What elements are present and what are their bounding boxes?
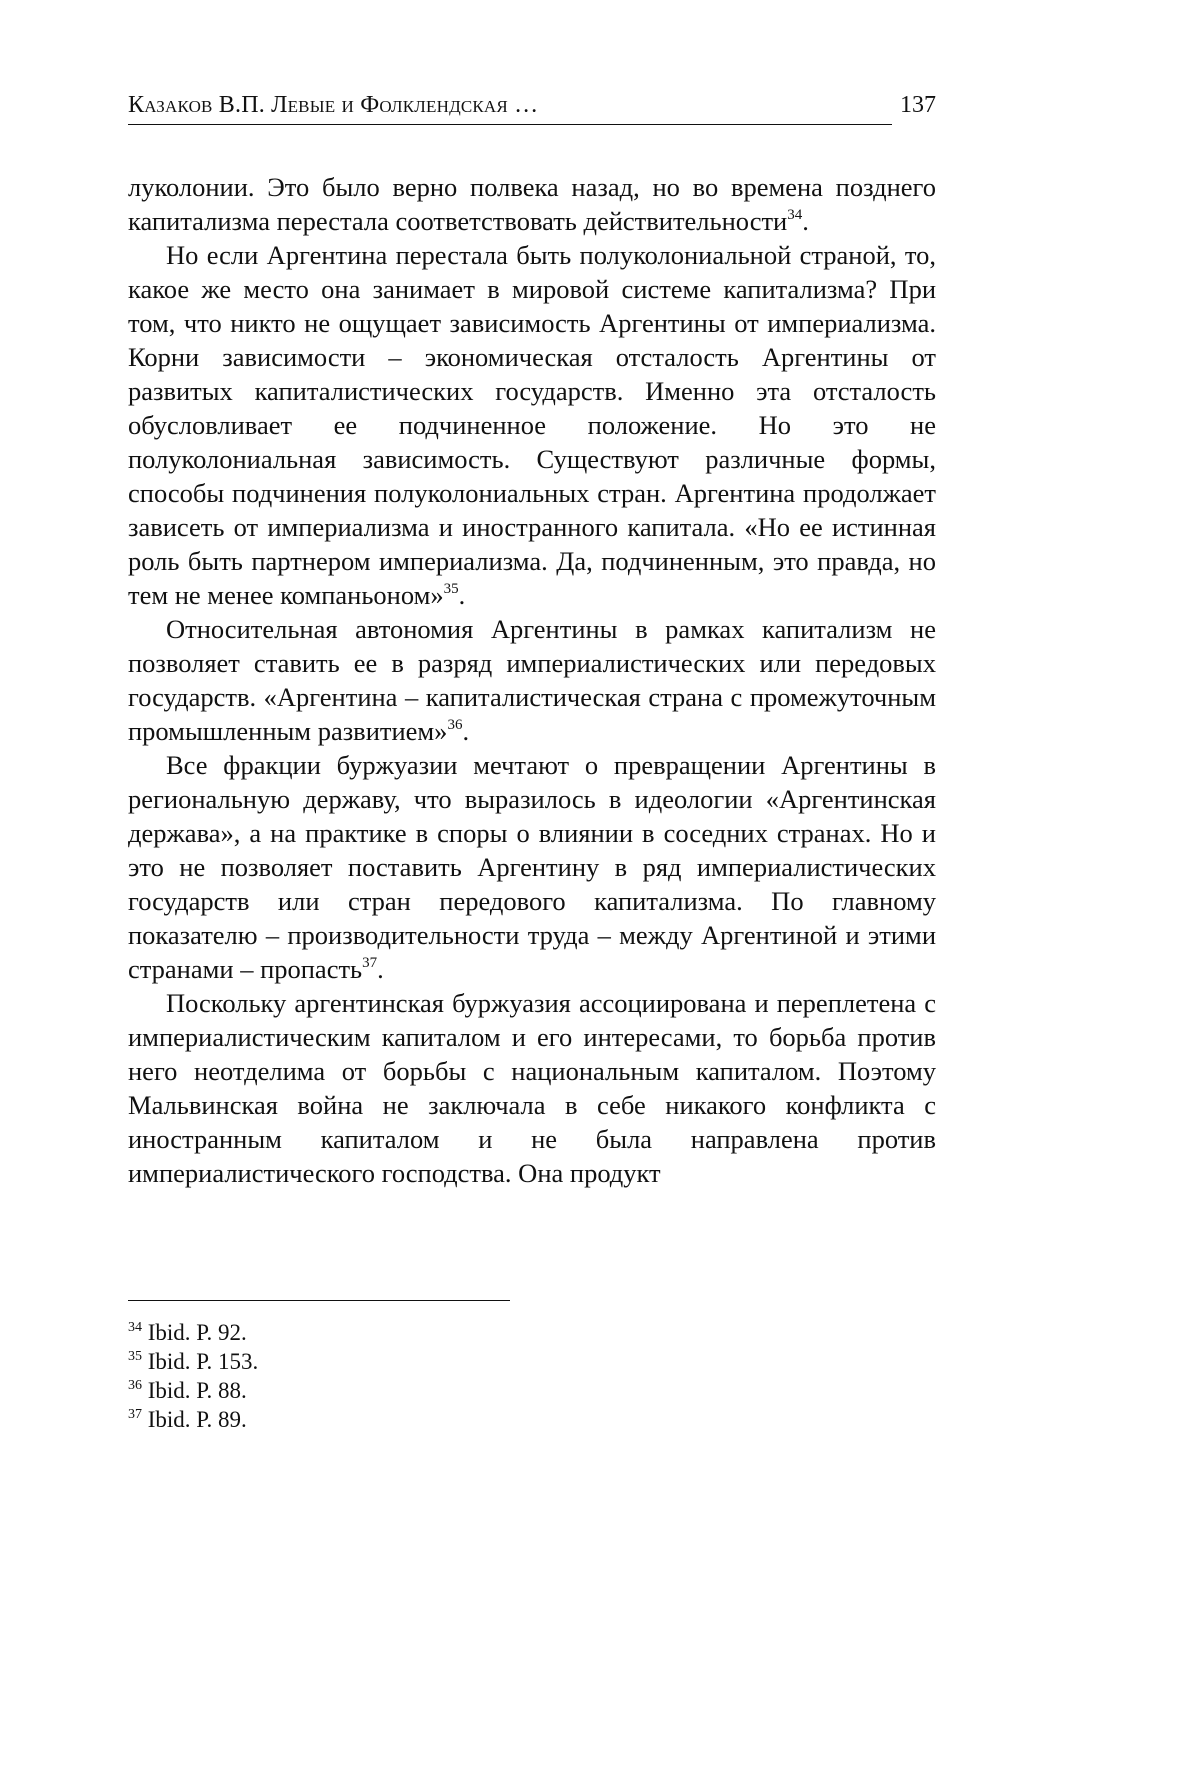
footnote-text: Ibid. P. 92.	[147, 1320, 247, 1345]
main-text	[128, 170, 936, 1190]
paragraph-1-tail: .	[802, 206, 809, 236]
paragraph-5	[128, 986, 936, 1190]
footnote-36	[128, 1376, 936, 1405]
running-header-title: Казаков В.П. Левые и Фолклендская …	[128, 92, 539, 118]
footnote-number: 34	[128, 1320, 142, 1335]
paragraph-3-tail: .	[462, 716, 470, 746]
footnotes	[128, 1318, 936, 1434]
footnote-text: Ibid. P. 89.	[147, 1407, 247, 1432]
paragraph-4	[128, 748, 936, 986]
header-rule	[128, 124, 892, 125]
paragraph-1	[128, 170, 936, 238]
paragraph-1-text: луколонии. Это было верно полвека назад, но во времена позднего капитализма перестала соответствовать действительности	[128, 172, 936, 236]
paragraph-4-text: Все фракции буржуазии мечтают о превращении Аргентины в региональную державу, что выразилось в идеологии «Аргентинская держава», а на практике в споры о влиянии в соседних странах. Но и это не позволяет поставить Аргентину в ряд империалистических государств или стран передового капитализма. По главному показателю – производительности труда – между Аргентиной и этими странами – пропасть	[128, 750, 936, 984]
footnote-number: 37	[128, 1407, 142, 1422]
footnote-separator	[128, 1300, 510, 1301]
footnote-37	[128, 1405, 936, 1434]
footnote-number: 36	[128, 1378, 142, 1393]
footnote-number: 35	[128, 1349, 142, 1364]
paragraph-3-text: Относительная автономия Аргентины в рамках капитализм не позволяет ставить ее в разряд империалистических или передовых государств. «Аргентина – капиталистическая страна с промежуточным промышленным развитием»	[128, 614, 936, 746]
paragraph-4-tail: .	[377, 954, 384, 984]
footnote-ref-37[interactable]: 37	[362, 955, 378, 971]
running-header	[128, 88, 936, 126]
footnote-ref-34[interactable]: 34	[787, 207, 803, 223]
footnote-35	[128, 1347, 936, 1376]
paragraph-2-text: Но если Аргентина перестала быть полуколониальной страной, то, какое же место она занимает в мировой системе капитализма? При том, что никто не ощущает зависимость Аргентины от империализма. Корни зависимости – экономическая отсталость Аргентины от развитых капиталистических государств. Именно эта отсталость обусловливает ее подчиненное положение. Но это не полуколониальная зависимость. Существуют различные формы, способы подчинения полуколониальных стран. Аргентина продолжает зависеть от империализма и иностранного капитала. «Но ее истинная роль быть партнером империализма. Да, подчиненным, это правда, но тем не менее компаньоном»	[128, 240, 936, 610]
footnote-text: Ibid. P. 88.	[147, 1378, 247, 1403]
footnote-text: Ibid. P. 153.	[147, 1349, 259, 1374]
paragraph-2	[128, 238, 936, 612]
footnote-ref-36[interactable]: 36	[447, 717, 463, 733]
paragraph-3	[128, 612, 936, 748]
paragraph-2-tail: .	[458, 580, 466, 610]
paragraph-5-text: Поскольку аргентинская буржуазия ассоциирована и переплетена с империалистическим капиталом и его интересами, то борьба против него неотделима от борьбы с национальным капиталом. Поэтому Мальвинская война не заключала в себе никакого конфликта с иностранным капиталом и не была направлена против империалистического господства. Она продукт	[128, 988, 936, 1188]
page-number: 137	[900, 92, 936, 118]
footnote-34	[128, 1318, 936, 1347]
footnote-ref-35[interactable]: 35	[443, 581, 459, 597]
